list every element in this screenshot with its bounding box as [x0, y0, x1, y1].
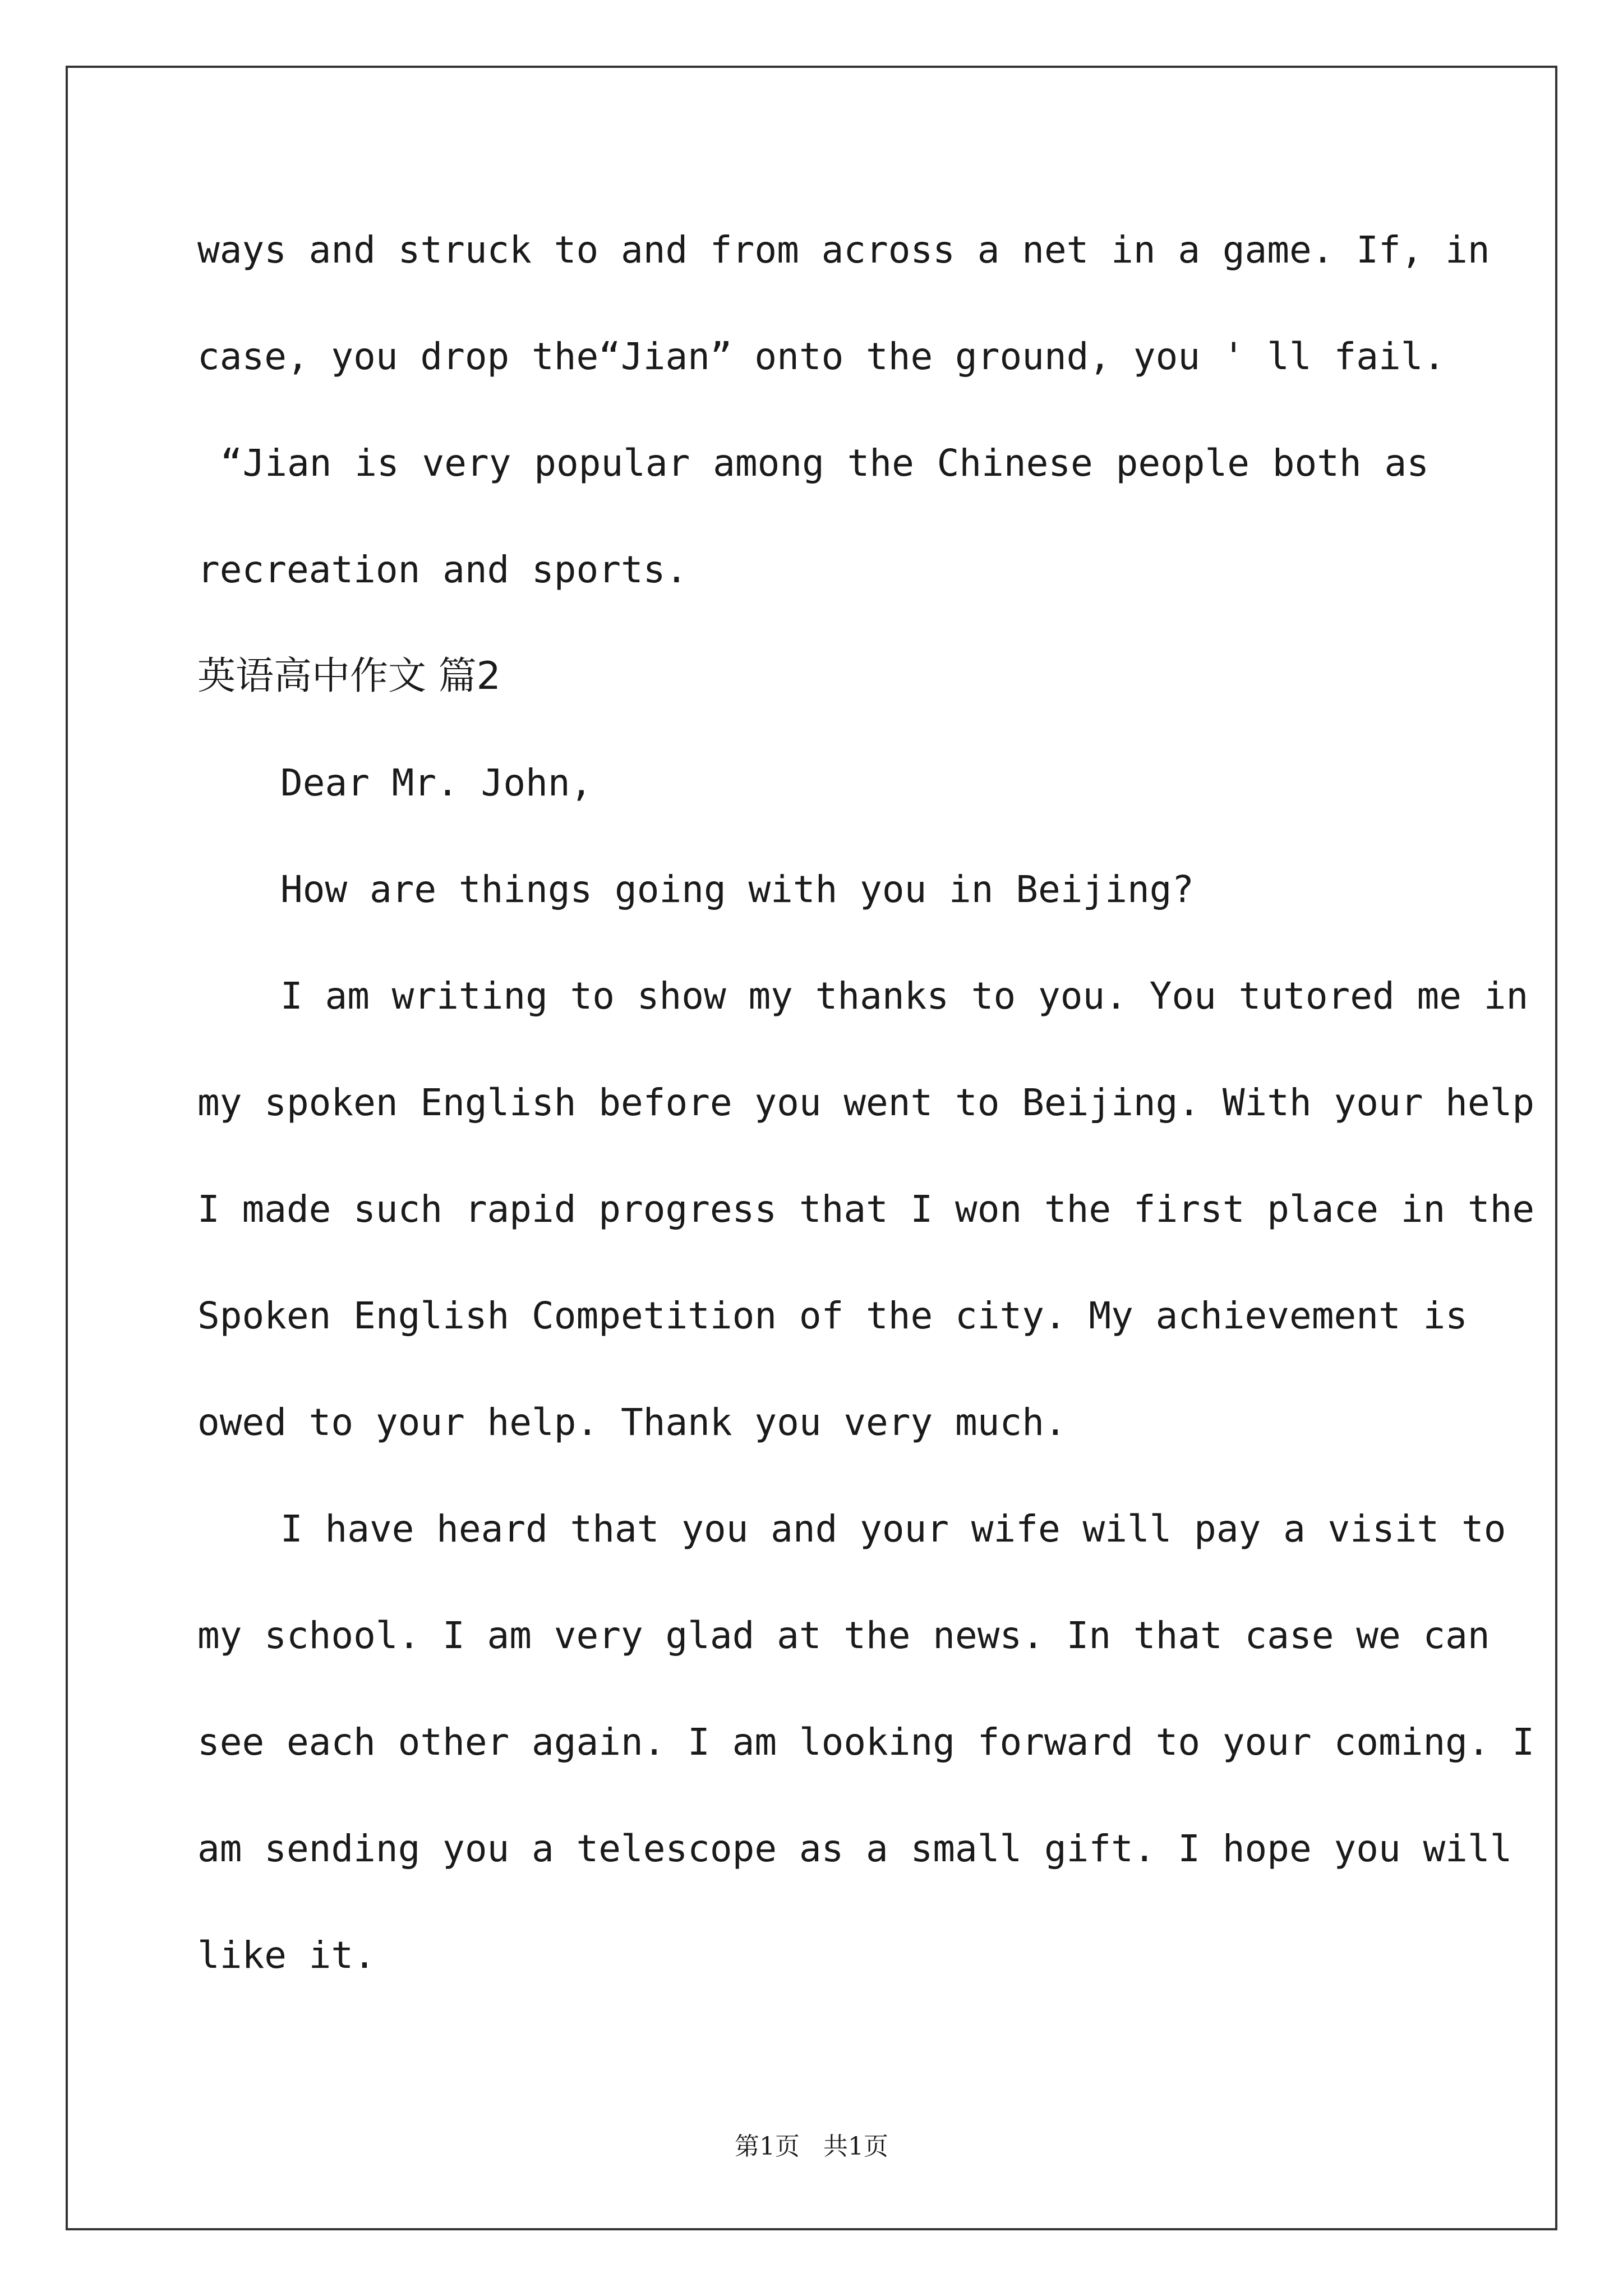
paragraph-line: like it. [197, 1934, 376, 1977]
page-number-footer: 第1页 共1页 [735, 2132, 888, 2161]
paragraph-line: Spoken English Competition of the city. My achievement is [197, 1294, 1468, 1337]
section-heading: 英语高中作文 篇2 [197, 654, 501, 698]
text-line: ways and struck to and from across a net in a game. If, in [197, 228, 1490, 272]
paragraph-line: see each other again. I am looking forward to your coming. I [197, 1720, 1535, 1764]
text-line: case, you drop the“Jian” onto the ground, you ' ll fail. [197, 335, 1446, 378]
document-body [197, 217, 1535, 2028]
paragraph-line: I made such rapid progress that I won the first place in the [197, 1188, 1535, 1231]
text-line: recreation and sports. [197, 548, 688, 591]
paragraph-line: my school. I am very glad at the news. In that case we can [197, 1614, 1490, 1657]
paragraph-line: I am writing to show my thanks to you. You tutored me in [280, 974, 1529, 1018]
paragraph-line: I have heard that you and your wife will pay a visit to [280, 1507, 1506, 1550]
paragraph-line: owed to your help. Thank you very much. [197, 1401, 1067, 1444]
paragraph-line: my spoken English before you went to Beijing. With your help [197, 1081, 1535, 1124]
text-line: “Jian is very popular among the Chinese people both as [197, 441, 1429, 485]
paragraph-line: am sending you a telescope as a small gift. I hope you will [197, 1827, 1513, 1870]
letter-salutation: Dear Mr. John, [280, 761, 593, 804]
letter-greeting: How are things going with you in Beijing? [280, 868, 1195, 911]
